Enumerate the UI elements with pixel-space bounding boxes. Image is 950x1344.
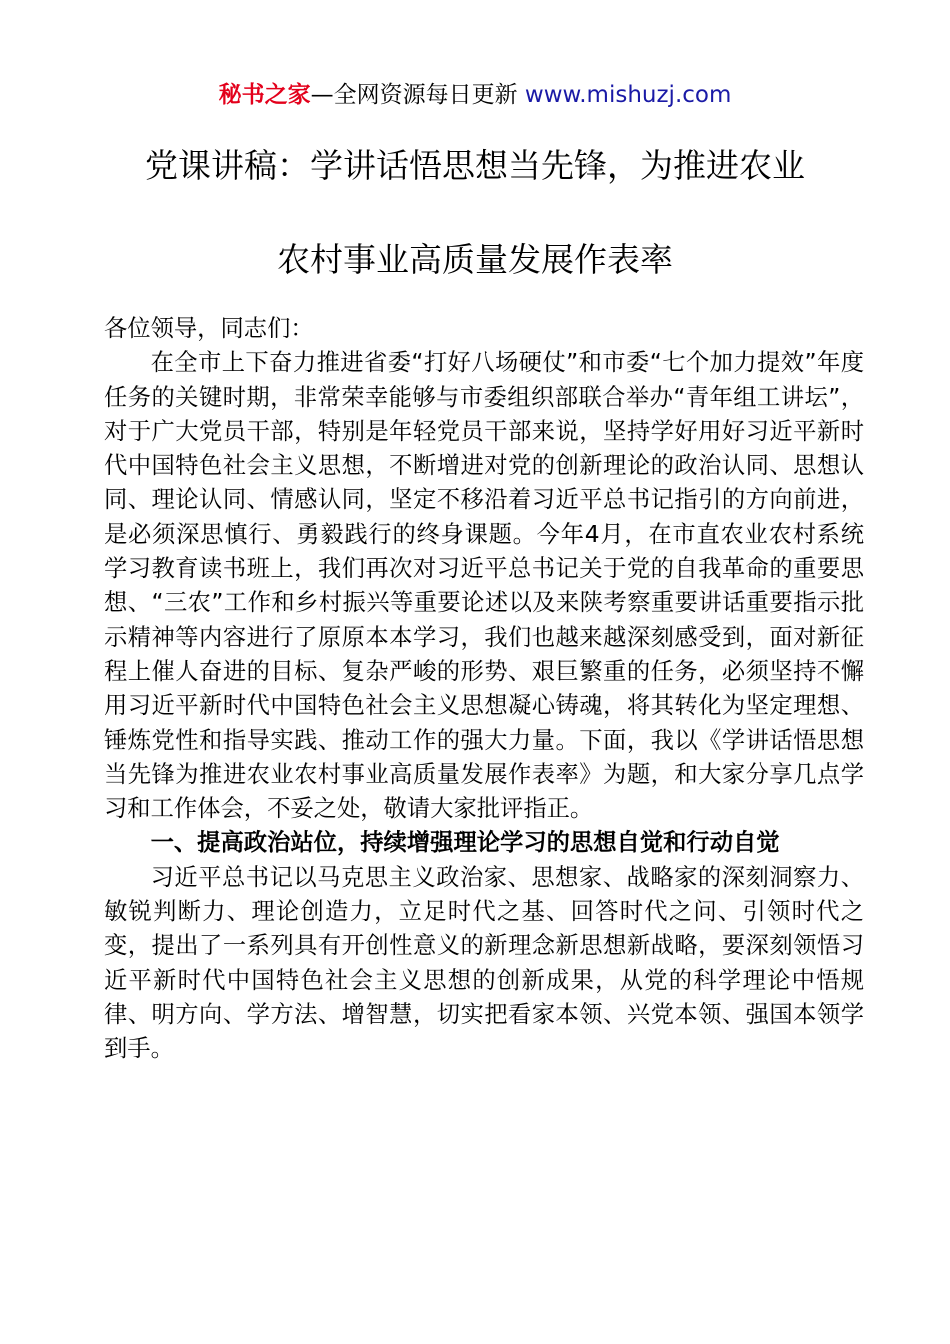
paragraph-section-1: 习近平总书记以马克思主义政治家、思想家、战略家的深刻洞察力、敏锐判断力、理论创造力，立足时代之基、回答时代之问、引领时代之变，提出了一系列具有开创性意义的新理念新思想新战略，要深刻领悟习近平新时代中国特色社会主义思想的创新成果，从党的科学理论中悟规律、明方向、学方法、增智慧，切实把看家本领、兴党本领、强国本领学到手。 — [104, 863, 864, 1063]
document-body — [104, 312, 864, 1067]
site-url[interactable]: www.mishuzj.com — [524, 82, 732, 108]
document-title-line-1: 党课讲稿：学讲话悟思想当先锋，为推进农业 — [145, 146, 805, 185]
paragraph-intro: 在全市上下奋力推进省委“打好八场硬仗”和市委“七个加力提效”年度任务的关键时期，非常荣幸能够与市委组织部联合举办“青年组工讲坛”，对于广大党员干部，特别是年轻党员干部来说，坚持学好用好习近平新时代中国特色社会主义思想，不断增进对党的创新理论的政治认同、思想认同、理论认同、情感认同，坚定不移沿着习近平总书记指引的方向前进，是必须深思慎行、勇毅践行的终身课题。今年4月，在市直农业农村系统学习教育读书班上，我们再次对习近平总书记关于党的自我革命的重要思想、“三农”工作和乡村振兴等重要论述以及来陕考察重要讲话重要指示批示精神等内容进行了原原本本学习，我们也越来越深刻感受到，面对新征程上催人奋进的目标、复杂严峻的形势、艰巨繁重的任务，必须坚持不懈用习近平新时代中国特色社会主义思想凝心铸魂，将其转化为坚定理想、锤炼党性和指导实践、推动工作的强大力量。下面，我以《学讲话悟思想当先锋为推进农业农村事业高质量发展作表率》为题，和大家分享几点学习和工作体会，不妥之处，敬请大家批评指正。 — [104, 349, 864, 823]
salutation: 各位领导，同志们： — [104, 315, 314, 342]
site-name: 秘书之家 — [218, 82, 311, 108]
site-header — [0, 78, 950, 112]
section-heading-1: 一、提高政治站位，持续增强理论学习的思想自觉和行动自觉 — [150, 829, 780, 857]
document-title-line-2: 农村事业高质量发展作表率 — [277, 240, 673, 279]
site-tagline: —全网资源每日更新 — [310, 82, 525, 108]
